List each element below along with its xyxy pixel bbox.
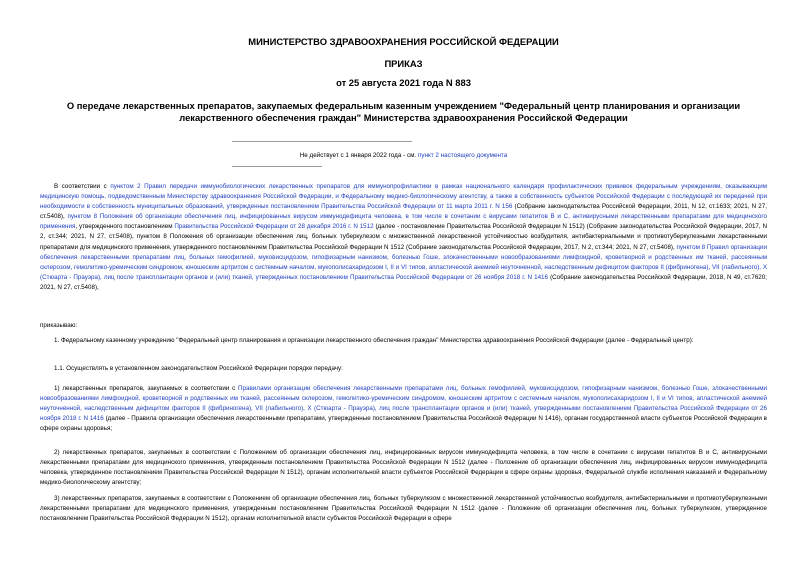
item-2: 2) лекарственных препаратов, закупаемых в соответствии с Положением об организации обеспечения лиц, инфицированных вирусом иммунодефицита человека, в том числе в сочетании с вирусами гепатитов B и C, антивирусными лекарственными препаратами для медицинского применения, утвержденным постановлением Правительства Российской Федерации N 1512 (далее - Положение об организации обеспечения лиц, инфицированных вирусом иммунодефицита человека, утвержденное постановлением Правительства Российской Федерации N 1512), органам исполнительной власти субъектов Российской Федерации в сфере охраны здоровья, Федеральной службе исполнения наказаний и Федеральному медико-биологическому агентству;	[40, 449, 767, 487]
preamble-paragraph: В соответствии с пунктом 2 Правил передачи иммунобиологических лекарственных препаратов для иммунопрофилактики в рамках национального календаря профилактических прививок федеральным учреждениям, оказывающим медицинскую помощь, подведомственным Министерству здравоохранения Российской Федерации, и Федеральному медико-биологическому агентству, а также в собственность субъектов Российской Федерации с последующей их передачей при необходимости в собственность муниципальных образований, утвержденных постановлением Правительства Российской Федерации от 11 марта 2011 г. N 156 (Собрание законодательства Российской Федерации, 2011, N 12, ст.1633; 2021, N 27, ст.5408), пунктом 8 Положения об организации обеспечения лиц, инфицированных вирусом иммунодефицита человека, в том числе в сочетании с вирусами гепатитов B и C, антивирусными лекарственными препаратами для медицинского применения, утвержденного постановлением Правительства Российской Федерации от 28 декабря 2016 г. N 1512 (далее - постановление Правительства Российской Федерации N 1512) (Собрание законодательства Российской Федерации, 2017, N 2, ст.344; 2021, N 27, ст.5408), пунктом 8 Положения об организации обеспечения лиц, больных туберкулезом с множественной лекарственной устойчивостью возбудителя, антибактериальными и противотуберкулезными лекарственными препаратами для медицинского применения, утвержденного постановлением Правительства Российской Федерации N 1512 (Собрание законодательства Российской Федерации, 2017, N 2, ст.344; 2021, N 27, ст.5408), пунктом 8 Правил организации обеспечения лекарственными препаратами лиц, больных гемофилией, муковисцидозом, гипофизарным нанизмом, болезнью Гоше, злокачественными новообразованиями лимфоидной, кроветворной и родственных им тканей, рассеянным склерозом, гемолитико-уремическим синдромом, юношеским артритом с системным началом, мукополисахаридозом I, II и VI типов, апластической анемией неуточненной, наследственным дефицитом факторов II (фибриногена), VII (лабильного), X (Стюарта - Прауэра), лиц после трансплантации органов и (или) тканей, утвержденных постановлением Правительства Российской Федерации от 26 ноября 2018 г. N 1416 (Собрание законодательства Российской Федерации, 2018, N 49, ст.7620; 2021, N 27, ст.5408),	[40, 183, 767, 291]
item-1: 1) лекарственных препаратов, закупаемых в соответствии с Правилами организации обеспечения лекарственными препаратами лиц, больных гемофилией, муковисцидозом, гипофизарным нанизмом, болезнью Гоше, злокачественными новообразованиями лимфоидной, кроветворной и родственных им тканей, рассеянным склерозом, гемолитико-уремическим синдромом, юношеским артритом с системным началом, мукополисахаридозом I, II и VI типов, апластической анемией неуточненной, наследственным дефицитом факторов II (фибриногена), VII (лабильного), X (Стюарта - Прауэра), лиц после трансплантации органов и (или) тканей, утвержденными постановлением Правительства Российской Федерации от 26 ноября 2018 г. N 1416 (далее - Правила организации обеспечения лекарственными препаратами, утвержденные постановлением Правительства Российской Федерации N 1416), органам государственной власти субъектов Российской Федерации в сфере охраны здоровья;	[40, 385, 767, 433]
status-link[interactable]: пункт 2 настоящего документа	[417, 152, 508, 159]
clause-1-1: 1.1. Осуществлять в установленном законодательством Российской Федерации порядке передачу:	[54, 365, 343, 372]
clause-1: 1. Федеральному казенному учреждению "Федеральный центр планирования и организации лекарственного обеспечения граждан" Министерства здравоохранения Российской Федерации (далее - Федеральный центр):	[54, 337, 694, 344]
ministry-heading: МИНИСТЕРСТВО ЗДРАВООХРАНЕНИЯ РОССИЙСКОЙ ФЕДЕРАЦИИ	[248, 36, 559, 47]
divider-top	[232, 141, 412, 142]
order-word: приказываю:	[40, 322, 78, 329]
document-title: О передаче лекарственных препаратов, закупаемых федеральным казенным учреждением "Федеральный центр планирования и организации лекарственного обеспечения граждан" Министерства здравоохранения Российской Федерации	[66, 100, 741, 123]
divider-bottom	[232, 166, 322, 167]
date-number-heading: от 25 августа 2021 года N 883	[336, 77, 471, 88]
doc-type-heading: ПРИКАЗ	[384, 58, 423, 69]
item-3: 3) лекарственных препаратов, закупаемых в соответствии с Положением об организации обеспечения лиц, больных туберкулезом с множественной лекарственной устойчивостью возбудителя, антибактериальными и противотуберкулезными лекарственными препаратами для медицинского применения, утвержденным постановлением Правительства Российской Федерации N 1512 (далее - Положение об организации обеспечения лиц, больных туберкулезом, утвержденное постановлением Правительства Российской Федерации N 1512), органам исполнительной власти субъектов Российской Федерации в сфере	[40, 495, 767, 523]
link-rules-156[interactable]: пунктом 2 Правил передачи иммунобиологических лекарственных препаратов для иммунопрофилактики в рамках национального календаря профилактических прививок федеральным учреждениям, оказывающим медицинскую помощь, подведомственным Министерству здравоохранения Российской Федерации, и Федеральному медико-биологическому агентству, а также в собственность субъектов Российской Федерации с последующей их передачей при необходимости в собственность муниципальных образований, утвержденных постановлением Правительства Российской Федерации от 11 марта 2011 г. N 156	[40, 183, 767, 211]
link-decree-1512[interactable]: Правительства Российской Федерации от 28 декабря 2016 г. N 1512	[174, 223, 374, 231]
link-rules-1416-item[interactable]: Правилами организации обеспечения лекарственными препаратами лиц, больных гемофилией, муковисцидозом, гипофизарным нанизмом, болезнью Гоше, злокачественными новообразованиями лимфоидной, кроветворной и родственных им тканей, рассеянным склерозом, гемолитико-уремическим синдромом, юношеским артритом с системным началом, мукополисахаридозом I, II и VI типов, апластической анемией неуточненной, наследственным дефицитом факторов II (фибриногена), VII (лабильного), X (Стюарта - Прауэра), лиц после трансплантации органов и (или) тканей, утвержденными постановлением Правительства Российской Федерации от 26 ноября 2018 г. N 1416	[40, 385, 767, 423]
status-line	[0, 152, 807, 159]
link-regulation-hiv[interactable]: пунктом 8 Положения об организации обеспечения лиц, инфицированных вирусом иммунодефицита человека, в том числе в сочетании с вирусами гепатитов B и C, антивирусными лекарственными препаратами для медицинского применения	[40, 213, 767, 231]
status-text: Не действует с 1 января 2022 года - см.	[299, 152, 418, 159]
link-rules-1416[interactable]: пунктом 8 Правил организации обеспечения лекарственными препаратами лиц, больных гемофилией, муковисцидозом, гипофизарным нанизмом, болезнью Гоше, злокачественными новообразованиями лимфоидной, кроветворной и родственных им тканей, рассеянным склерозом, гемолитико-уремическим синдромом, юношеским артритом с системным началом, мукополисахаридозом I, II и VI типов, апластической анемией неуточненной, наследственным дефицитом факторов II (фибриногена), VII (лабильного), X (Стюарта - Прауэра), лиц после трансплантации органов и (или) тканей, утвержденных постановлением Правительства Российской Федерации от 26 ноября 2018 г. N 1416	[40, 243, 767, 281]
